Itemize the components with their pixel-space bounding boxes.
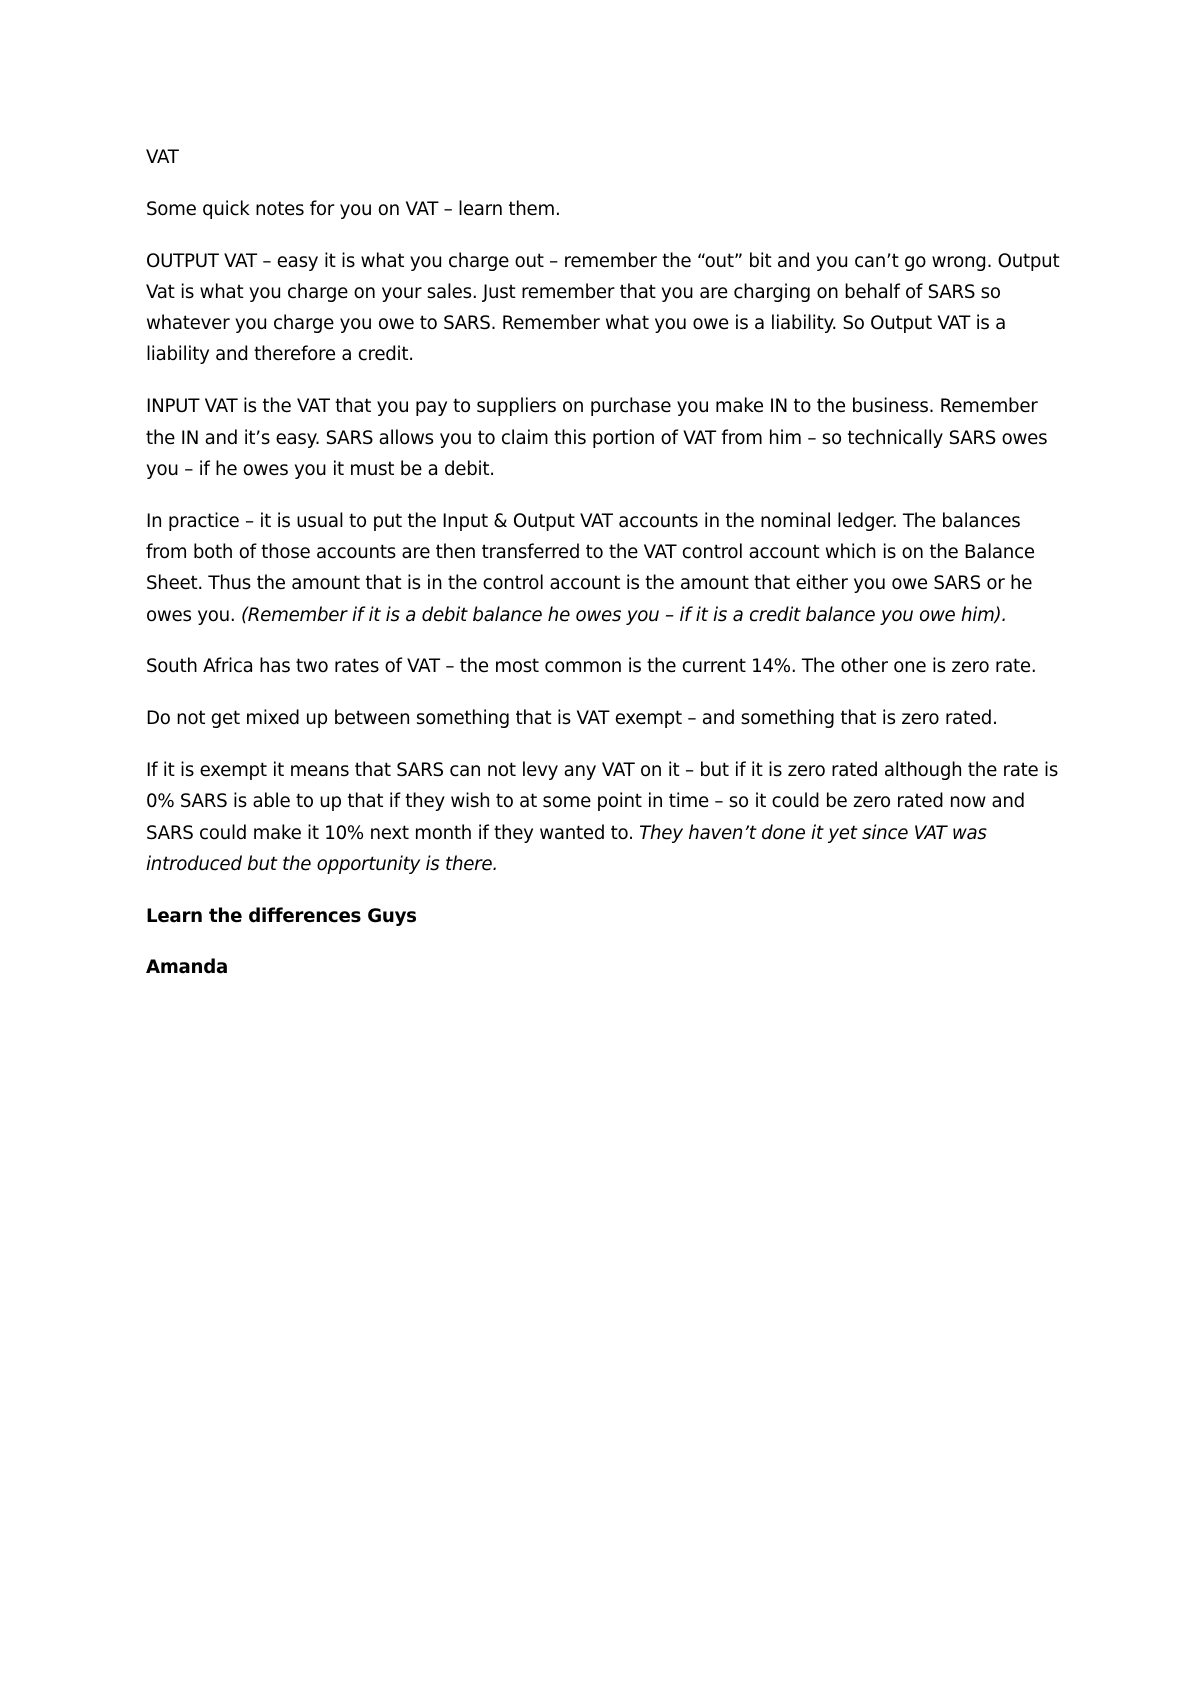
practice-text: In practice – it is usual to put the Input & Output VAT accounts in the nominal ledger. The balances from both of those accounts are then transferred to the VAT control account which is on the Balance Sheet. Thus the amount that is in the control account is the amount that either you owe SARS or he owes you. (146, 510, 1035, 626)
document-page (146, 142, 1066, 1004)
exempt-paragraph (146, 755, 1066, 880)
intro-paragraph: Some quick notes for you on VAT – learn them. (146, 198, 561, 220)
signature: Amanda (146, 957, 229, 979)
input-vat-paragraph: INPUT VAT is the VAT that you pay to suppliers on purchase you make IN to the business. Remember the IN and it’s easy. SARS allows you to claim this portion of VAT from him – so technically SARS owes you – if he owes you it must be a debit. (146, 396, 1048, 480)
rates-paragraph: South Africa has two rates of VAT – the most common is the current 14%. The other one is zero rate. (146, 656, 1037, 678)
exempt-text: If it is exempt it means that SARS can not levy any VAT on it – but if it is zero rated although the rate is 0% SARS is able to up that if they wish to at some point in time – so it could be zero rated now and SARS could make it 10% next month if they wanted to. (146, 759, 1059, 844)
closing-line: Learn the differences Guys (146, 905, 417, 927)
document-title: VAT (146, 147, 179, 168)
practice-italic-note: (Remember if it is a debit balance he owes you – if it is a credit balance you owe him). (240, 604, 1007, 626)
output-vat-paragraph: OUTPUT VAT – easy it is what you charge out – remember the “out” bit and you can’t go wrong. Output Vat is what you charge on your sales. Just remember that you are charging on behalf of SARS so whatever you charge you owe to SARS. Remember what you owe is a liability. So Output VAT is a liability and therefore a credit. (146, 250, 1060, 366)
exempt-italic-note: They haven’t done it yet since VAT was introduced but the opportunity is there. (146, 822, 987, 875)
mixed-up-paragraph: Do not get mixed up between something that is VAT exempt – and something that is zero rated. (146, 708, 998, 730)
practice-paragraph (146, 506, 1066, 631)
